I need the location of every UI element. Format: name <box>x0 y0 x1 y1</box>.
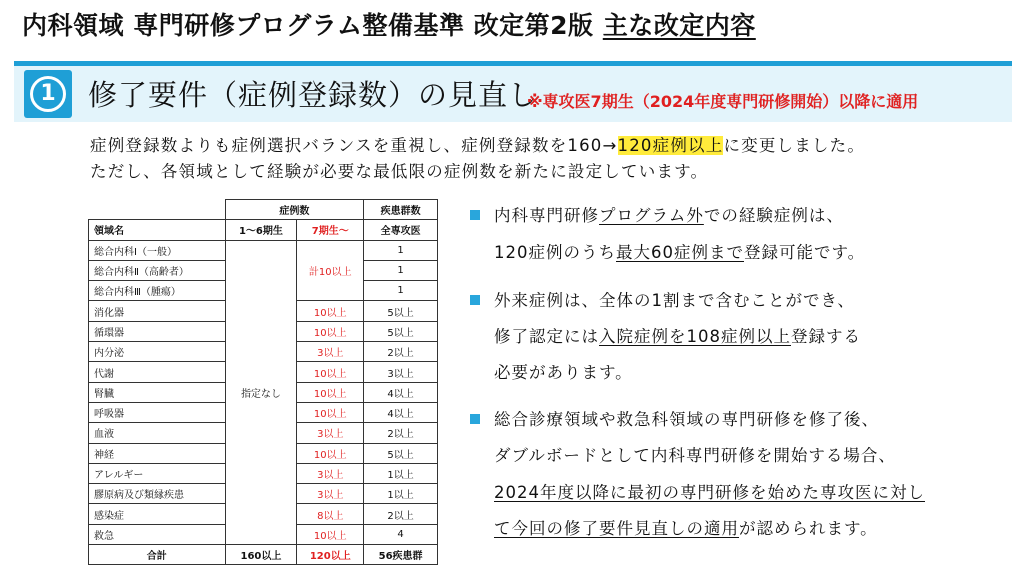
row-c7: 3以上 <box>297 484 364 504</box>
text: 内科専門研修 <box>494 206 599 225</box>
row-field: 循環器 <box>89 321 226 341</box>
bullet-3-line-2: ダブルボードとして内科専門研修を開始する場合、 <box>494 446 896 465</box>
total-7: 120以上 <box>297 545 364 565</box>
underlined-text: 入院症例を108症例以上 <box>599 327 791 346</box>
row-field: 血液 <box>89 423 226 443</box>
row-groups: 2以上 <box>364 342 438 362</box>
row-groups: 5以上 <box>364 443 438 463</box>
row-field: 代謝 <box>89 362 226 382</box>
text: 登録する <box>791 327 861 346</box>
bullet-3-line-4 <box>494 515 878 539</box>
intro-text-end: に変更しました。 <box>723 136 866 155</box>
row-groups: 2以上 <box>364 504 438 524</box>
row-groups: 1 <box>364 260 438 280</box>
row-groups: 1以上 <box>364 463 438 483</box>
row-field: 呼吸器 <box>89 402 226 422</box>
row-groups: 4 <box>364 524 438 544</box>
row-field: 総合内科Ⅱ（高齢者） <box>89 260 226 280</box>
intro-line-2: ただし、各領域として経験が必要な最低限の症例数を新たに設定しています。 <box>90 162 709 181</box>
total-1to6: 160以上 <box>225 545 297 565</box>
section-number: 1 <box>30 76 66 112</box>
shared-general: 計10以上 <box>297 240 364 301</box>
bullet-square-icon <box>470 414 480 424</box>
row-field: 膠原病及び類縁疾患 <box>89 484 226 504</box>
underlined-text: て今回の修了要件見直しの適用 <box>494 519 739 538</box>
row-groups: 1 <box>364 240 438 260</box>
section-number-badge <box>24 70 72 118</box>
highlight-120: 120症例以上 <box>617 136 724 155</box>
bullet-2-line-2 <box>494 323 861 347</box>
bullet-1-line-1 <box>494 202 844 226</box>
text: での経験症例は、 <box>703 206 844 225</box>
bullet-square-icon <box>470 295 480 305</box>
row-groups: 5以上 <box>364 321 438 341</box>
row-field: 総合内科Ⅰ（一般） <box>89 240 226 260</box>
row-field: 内分泌 <box>89 342 226 362</box>
row-c7: 10以上 <box>297 382 364 402</box>
total-groups: 56疾患群 <box>364 545 438 565</box>
row-c7: 8以上 <box>297 504 364 524</box>
table-row <box>89 240 438 260</box>
intro-line-1 <box>90 132 865 156</box>
bullet-3-line-3: 2024年度以降に最初の専門研修を始めた専攻医に対し <box>494 483 925 502</box>
row-groups: 5以上 <box>364 301 438 321</box>
row-groups: 1 <box>364 281 438 301</box>
row-field: 感染症 <box>89 504 226 524</box>
table-total-row <box>89 545 438 565</box>
table-corner <box>89 200 226 220</box>
row-c7: 10以上 <box>297 402 364 422</box>
section-note: ※専攻医7期生（2024年度専門研修開始）以降に適用 <box>527 92 919 111</box>
intro-text: 症例登録数よりも症例選択バランスを重視し、症例登録数を160→ <box>90 136 618 155</box>
table-header-row-1 <box>89 200 438 220</box>
bullet-2-line-1: 外来症例は、全体の1割まで含むことができ、 <box>494 291 855 310</box>
row-c7: 10以上 <box>297 524 364 544</box>
row-field: 総合内科Ⅲ（腫瘍） <box>89 281 226 301</box>
section-title: 修了要件（症例登録数）の見直し <box>88 78 539 112</box>
text: 登録可能です。 <box>744 243 866 262</box>
row-c7: 10以上 <box>297 301 364 321</box>
row-c7: 3以上 <box>297 342 364 362</box>
row-c7: 3以上 <box>297 463 364 483</box>
row-field: アレルギー <box>89 463 226 483</box>
col-field: 領域名 <box>89 220 226 240</box>
bullet-2-line-3: 必要があります。 <box>494 363 633 382</box>
text: 120症例のうち <box>494 243 616 262</box>
row-c7: 10以上 <box>297 362 364 382</box>
header-groups: 疾患群数 <box>364 200 438 220</box>
row-field: 腎臓 <box>89 382 226 402</box>
shared-1to6: 指定なし <box>225 240 297 544</box>
row-groups: 3以上 <box>364 362 438 382</box>
row-field: 救急 <box>89 524 226 544</box>
col-7: 7期生～ <box>297 220 364 240</box>
requirements-table <box>88 199 438 565</box>
table-header-row-2 <box>89 220 438 240</box>
underlined-text: 最大60症例まで <box>616 243 744 262</box>
row-field: 神経 <box>89 443 226 463</box>
header-cases: 症例数 <box>225 200 364 220</box>
row-c7: 10以上 <box>297 321 364 341</box>
text: 修了認定には <box>494 327 599 346</box>
col-all: 全専攻医 <box>364 220 438 240</box>
row-c7: 3以上 <box>297 423 364 443</box>
total-label: 合計 <box>89 545 226 565</box>
row-groups: 2以上 <box>364 423 438 443</box>
row-groups: 1以上 <box>364 484 438 504</box>
row-c7: 10以上 <box>297 443 364 463</box>
row-groups: 4以上 <box>364 402 438 422</box>
row-field: 消化器 <box>89 301 226 321</box>
title-underlined: 主な改定内容 <box>602 11 756 40</box>
bullet-1-line-2 <box>494 239 865 263</box>
row-groups: 4以上 <box>364 382 438 402</box>
title-main: 内科領域 専門研修プログラム整備基準 改定第2版 <box>22 11 603 40</box>
underlined-text: プログラム外 <box>599 206 704 225</box>
text: が認められます。 <box>739 519 878 538</box>
bullet-3-line-1: 総合診療領域や救急科領域の専門研修を修了後、 <box>494 410 879 429</box>
page-title <box>22 6 756 42</box>
bullet-square-icon <box>470 210 480 220</box>
col-1to6: 1～6期生 <box>225 220 297 240</box>
